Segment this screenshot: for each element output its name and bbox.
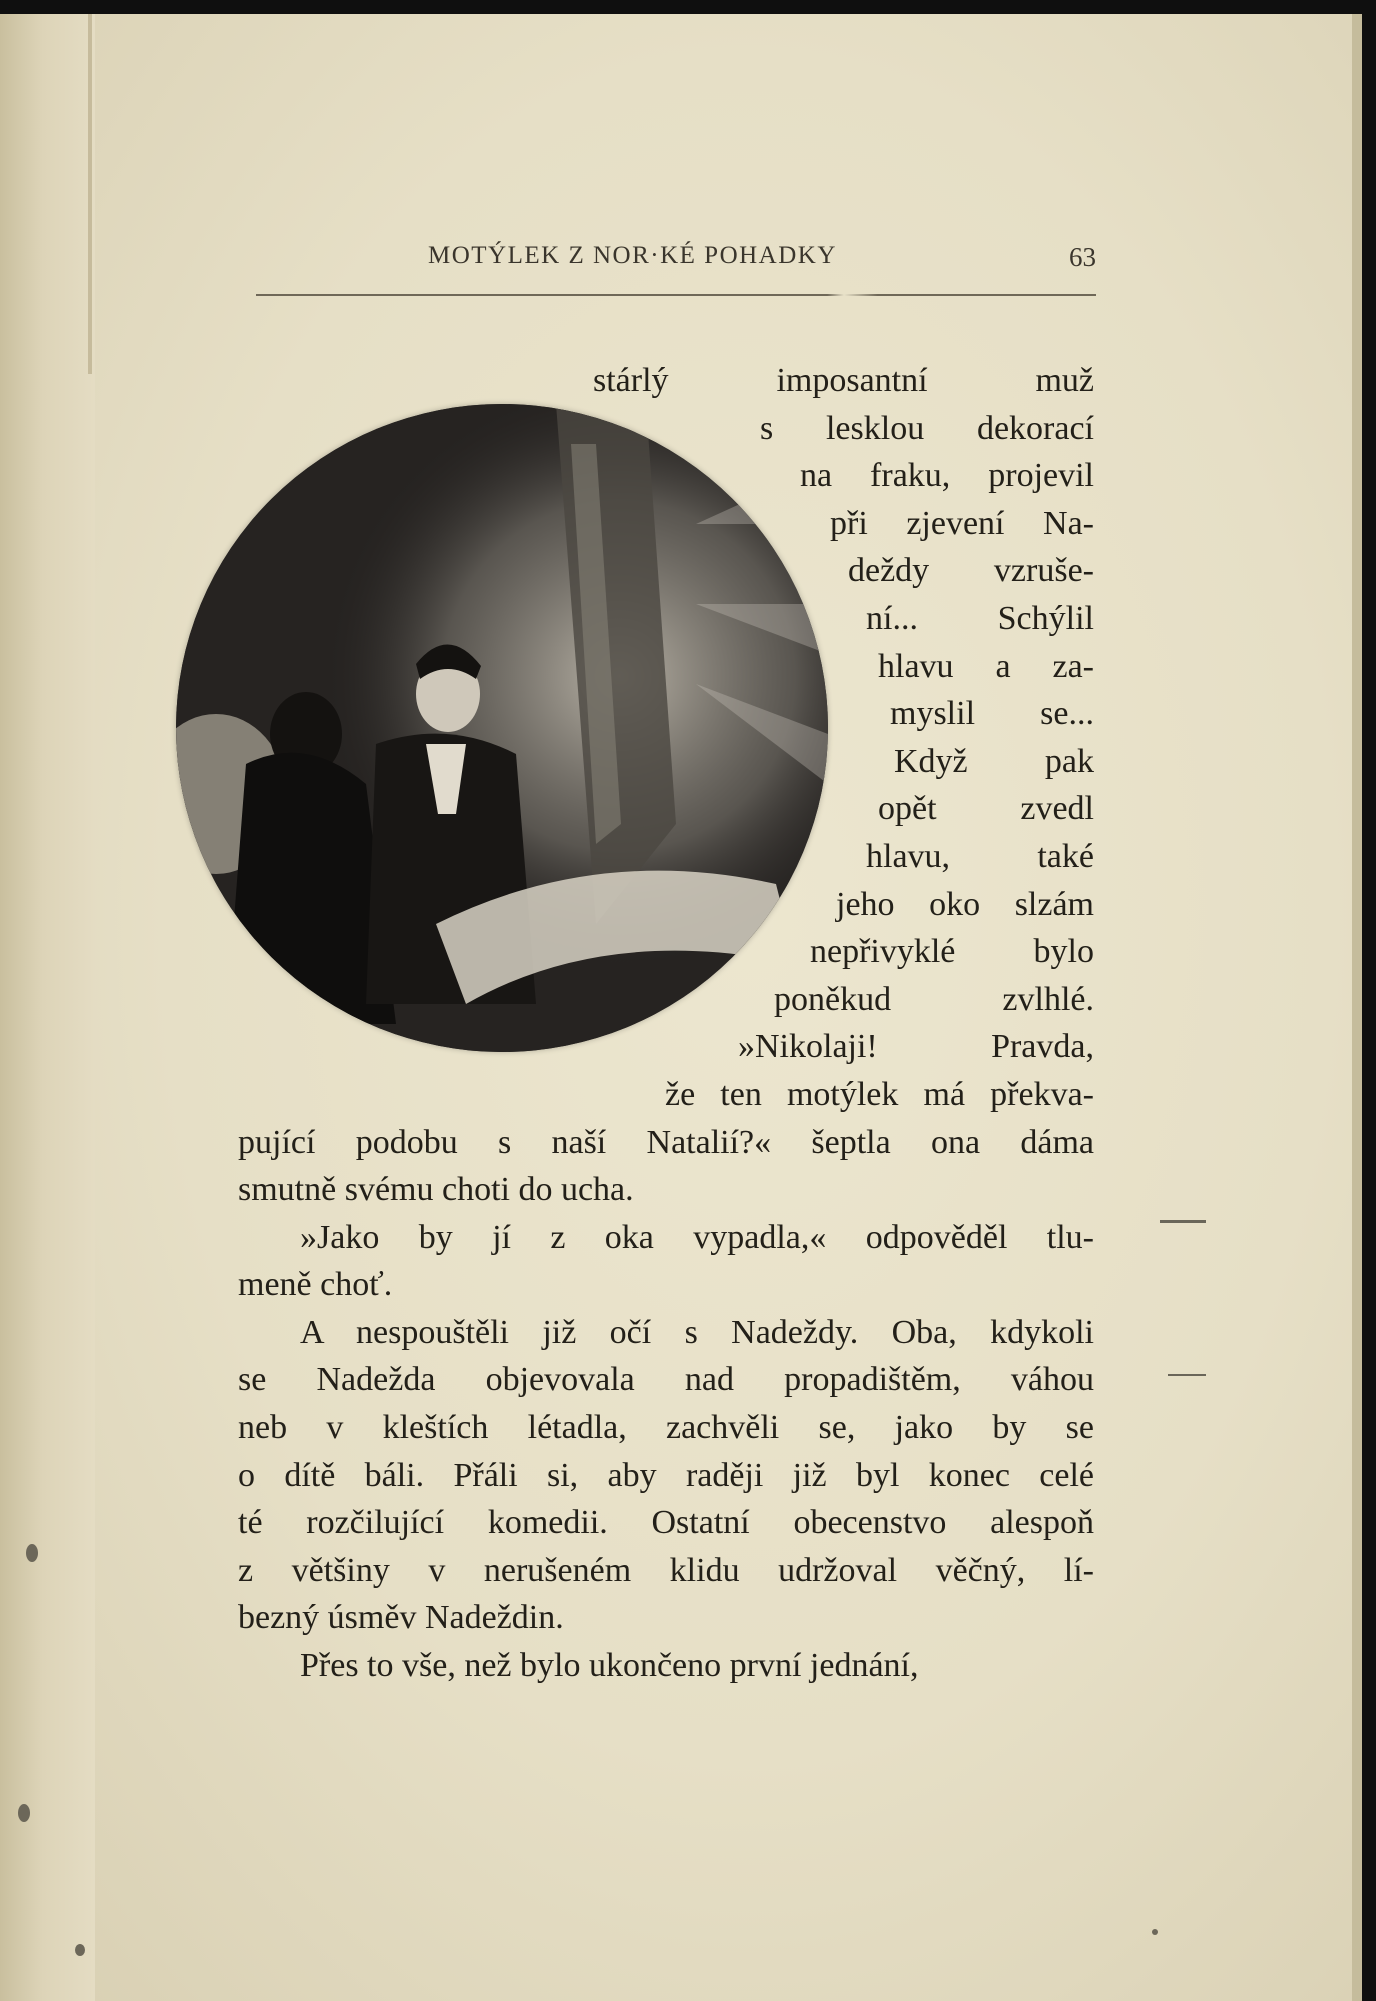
text-line: deždy vzruše- — [848, 552, 1094, 590]
text-line: jeho oko slzám — [836, 885, 1094, 923]
ink-speck — [26, 1544, 38, 1562]
text-line: hlavu, také — [866, 837, 1094, 875]
text-line: A nespouštěli již očí s Nadeždy. Oba, kdykoli — [300, 1313, 1094, 1351]
text-line: Když pak — [894, 742, 1094, 780]
text-line: »Jako by jí z oka vypadla,« odpověděl tlu- — [300, 1218, 1094, 1256]
paragraph — [238, 1309, 1094, 1642]
text-line: opět zvedl — [878, 790, 1094, 828]
text-line: Přes to vše, než bylo ukončeno první jednání, — [300, 1647, 919, 1685]
gutter-crease — [88, 14, 92, 374]
text-line: stárlý imposantní muž — [593, 362, 1094, 399]
page-gutter — [0, 14, 95, 2001]
paragraph — [238, 1119, 1094, 1214]
text-line: myslil se... — [890, 695, 1094, 733]
text-line: ní... Schýlil — [866, 599, 1094, 637]
text-line: meně choť. — [238, 1266, 393, 1304]
header-rule — [256, 294, 1096, 296]
page-number: 63 — [1069, 242, 1096, 272]
text-line: poněkud zvlhlé. — [774, 980, 1094, 1018]
margin-dash — [1168, 1374, 1206, 1376]
text-line: o dítě báli. Přáli si, aby raději již byl konec celé — [238, 1456, 1094, 1494]
paragraph — [238, 1642, 1094, 1690]
margin-dash — [1160, 1220, 1206, 1223]
text-line: na fraku, projevil — [800, 457, 1094, 495]
paragraph — [238, 357, 1094, 1119]
text-line: nepřivyklé bylo — [810, 933, 1094, 971]
book-page — [0, 14, 1362, 2001]
text-line: s lesklou dekorací — [760, 409, 1094, 447]
paragraphs — [238, 357, 1094, 1690]
page-header — [256, 242, 1096, 276]
text-line: se Nadežda objevovala nad propadištěm, váhou — [238, 1361, 1094, 1399]
body-text — [238, 357, 1094, 1690]
text-line: smutně svému choti do ucha. — [238, 1171, 634, 1209]
text-line: při zjevení Na- — [830, 504, 1094, 542]
text-line: bezný úsměv Nadeždin. — [238, 1599, 564, 1637]
ink-speck — [75, 1944, 85, 1956]
text-line: hlavu a za- — [878, 647, 1094, 685]
text-line: pující podobu s naší Natalií?« šeptla ona dáma — [238, 1123, 1094, 1161]
paragraph — [238, 1214, 1094, 1309]
ink-speck — [18, 1804, 30, 1822]
text-line: že ten motýlek má překva- — [665, 1075, 1094, 1113]
ink-speck — [1152, 1929, 1158, 1935]
text-line: neb v kleštích létadla, zachvěli se, jako by se — [238, 1409, 1094, 1447]
text-line: »Nikolaji! Pravda, — [738, 1028, 1094, 1066]
page-edge — [1352, 14, 1362, 2001]
text-line: z většiny v nerušeném klidu udržoval věčný, lí- — [238, 1551, 1094, 1589]
text-line: té rozčilující komedii. Ostatní obecenstvo alespoň — [238, 1504, 1094, 1542]
running-title: MOTÝLEK Z NOR·KÉ POHADKY — [428, 242, 837, 269]
